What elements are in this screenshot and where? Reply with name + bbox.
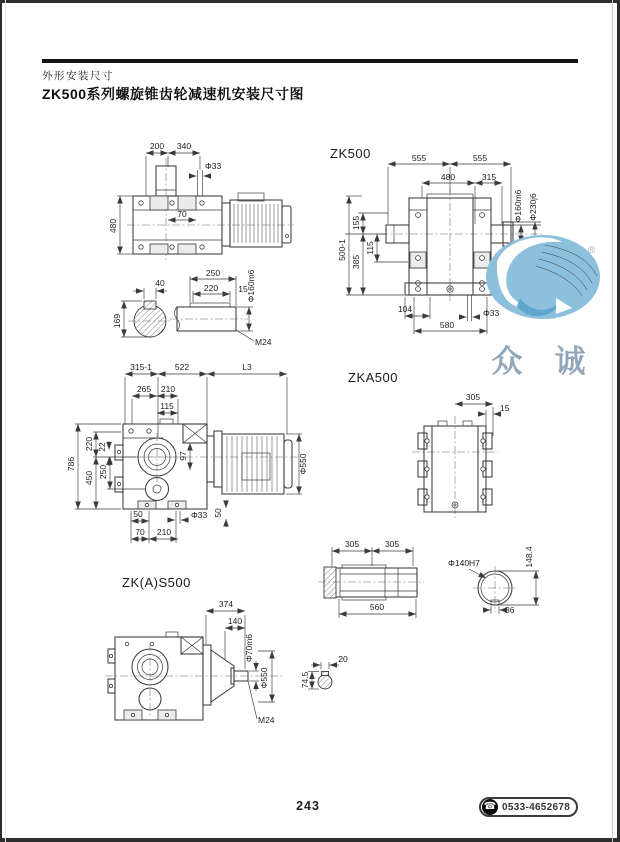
dim-500-1: 500-1 bbox=[337, 239, 347, 261]
watermark-logo bbox=[486, 235, 600, 379]
dim-104: 104 bbox=[397, 304, 413, 314]
watermark-char-right: 诚 bbox=[554, 344, 586, 379]
dim-210: 210 bbox=[160, 384, 176, 394]
watermark-char-left: 众 bbox=[491, 344, 523, 379]
dim-70: 70 bbox=[135, 527, 145, 537]
dim-148-4: 148.4 bbox=[524, 546, 534, 568]
drawing-zka500 bbox=[348, 370, 510, 518]
zkas500-label: ZK(A)S500 bbox=[122, 575, 191, 590]
dim-786: 786 bbox=[66, 456, 76, 472]
drawing-shaft-end bbox=[300, 654, 348, 689]
dim-220: 220 bbox=[203, 283, 219, 293]
zka500-label: ZKA500 bbox=[348, 370, 398, 385]
dim-480: 480 bbox=[108, 218, 118, 234]
dim-385: 385 bbox=[351, 254, 361, 270]
dim-phi550: Φ550 bbox=[298, 453, 308, 475]
dim-115: 115 bbox=[160, 401, 174, 411]
phone-number: 0533-4652678 bbox=[502, 801, 571, 813]
page-title: ZK500系列螺旋锥齿轮减速机安装尺寸图 bbox=[42, 86, 305, 102]
dim-580: 580 bbox=[439, 320, 455, 330]
dim-250: 250 bbox=[205, 268, 221, 278]
dim-70: 70 bbox=[177, 209, 187, 219]
dim-m24: M24 bbox=[258, 715, 275, 725]
dim-50b: 50 bbox=[213, 508, 223, 518]
dim-555-left: 555 bbox=[411, 153, 427, 163]
dim-200: 200 bbox=[149, 141, 165, 151]
dim-374: 374 bbox=[218, 599, 234, 609]
dim-305b: 305 bbox=[384, 539, 400, 549]
dim-555-right: 555 bbox=[472, 153, 488, 163]
section-label: 外形安装尺寸 bbox=[42, 70, 114, 82]
page-number: 243 bbox=[296, 799, 320, 813]
dim-220: 220 bbox=[84, 436, 94, 452]
drawing-bore bbox=[448, 546, 539, 615]
dim-522: 522 bbox=[174, 362, 190, 372]
telephone-icon: ☎ bbox=[482, 799, 498, 815]
drawing-shaft-detail bbox=[112, 268, 272, 347]
dim-phi550: Φ550 bbox=[259, 667, 269, 689]
dim-115: 115 bbox=[365, 241, 375, 255]
dim-210b: 210 bbox=[156, 527, 172, 537]
dim-450: 450 bbox=[84, 470, 94, 486]
dim-560: 560 bbox=[369, 602, 385, 612]
dim-140: 140 bbox=[227, 616, 243, 626]
dim-155: 155 bbox=[351, 215, 361, 231]
dim-phi70m6: Φ70m6 bbox=[244, 633, 254, 663]
dim-15: 15 bbox=[500, 403, 510, 413]
drawing-zkas500 bbox=[105, 575, 283, 725]
dim-20: 20 bbox=[338, 654, 348, 664]
dim-phi230j6: Φ230j6 bbox=[528, 193, 538, 221]
dim-phi140h7: Φ140H7 bbox=[448, 558, 480, 568]
dim-305: 305 bbox=[465, 392, 481, 402]
dim-phi33: Φ33 bbox=[483, 308, 500, 318]
dim-169: 169 bbox=[112, 313, 122, 329]
dim-15: 15 bbox=[238, 284, 248, 294]
dim-m24: M24 bbox=[255, 337, 272, 347]
drawing-hollow-shaft bbox=[318, 539, 424, 618]
drawing-front-view bbox=[108, 141, 294, 260]
dim-74-5: 74.5 bbox=[300, 671, 310, 689]
dim-480: 480 bbox=[440, 172, 456, 182]
dim-L3: L3 bbox=[242, 362, 252, 372]
drawing-side-view bbox=[66, 362, 308, 543]
dim-250: 250 bbox=[98, 464, 108, 480]
dim-315-1: 315-1 bbox=[130, 362, 152, 372]
dim-22: 22 bbox=[97, 442, 107, 452]
dim-97: 97 bbox=[178, 451, 188, 461]
dim-315: 315 bbox=[481, 172, 497, 182]
zk500-label: ZK500 bbox=[330, 146, 371, 161]
dim-phi33: Φ33 bbox=[191, 510, 208, 520]
dim-340: 340 bbox=[176, 141, 192, 151]
dim-phi160m6: Φ160m6 bbox=[246, 269, 256, 303]
dim-50a: 50 bbox=[133, 509, 143, 519]
dim-40: 40 bbox=[155, 278, 165, 288]
registered-mark: ® bbox=[588, 245, 596, 256]
dim-36: 36 bbox=[505, 605, 515, 615]
dim-phi33: Φ33 bbox=[205, 161, 222, 171]
dim-phi160m6: Φ160m6 bbox=[513, 189, 523, 223]
dim-265: 265 bbox=[136, 384, 152, 394]
dim-305a: 305 bbox=[344, 539, 360, 549]
phone-badge bbox=[479, 797, 578, 817]
